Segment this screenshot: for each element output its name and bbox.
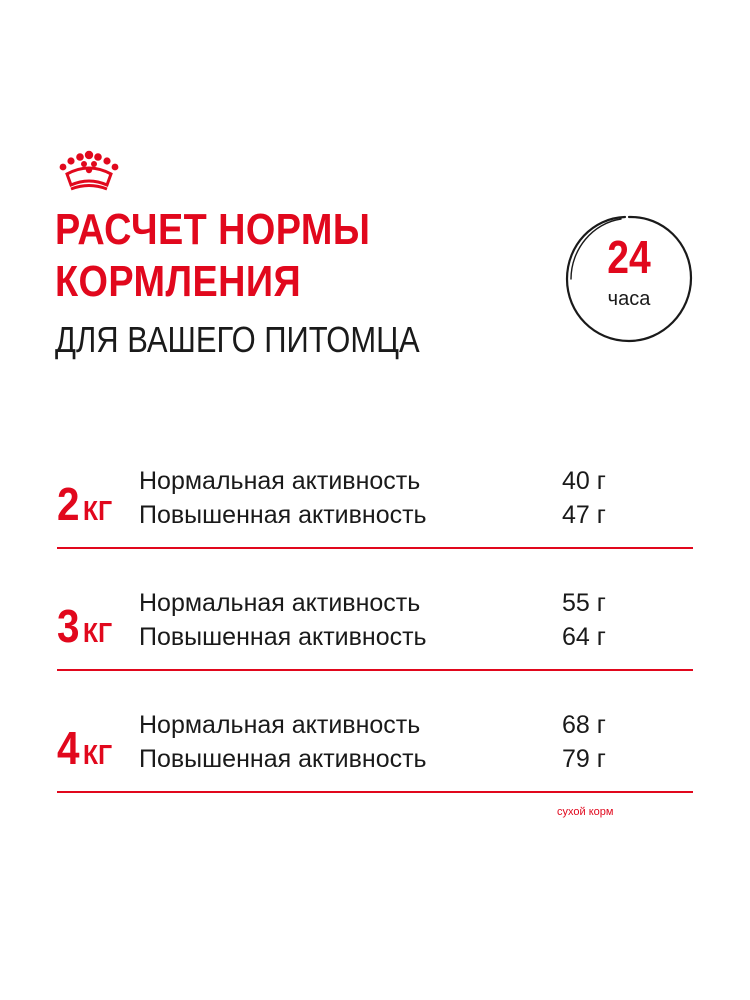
title-line-1: РАСЧЕТ НОРМЫ [55,205,371,254]
weight-label [57,722,112,781]
weight-group-4kg [57,694,693,814]
divider [57,547,693,549]
activity-label-normal: Нормальная активность [139,467,421,495]
portion-value-normal: 68 г [562,711,606,739]
portion-value-high: 79 г [562,745,606,773]
weight-number: 3 [57,600,80,652]
hours-badge [563,213,695,345]
page-subtitle: ДЛЯ ВАШЕГО ПИТОМЦА [55,319,420,360]
weight-group-2kg [57,450,693,570]
portion-value-normal: 55 г [562,589,606,617]
divider [57,669,693,671]
weight-unit: КГ [83,739,113,770]
royal-canin-crown-icon [58,150,120,192]
footnote: сухой корм [557,806,614,818]
activity-label-high: Повышенная активность [139,623,427,651]
weight-number: 2 [57,478,80,530]
title-line-2: КОРМЛЕНИЯ [55,257,302,306]
activity-label-high: Повышенная активность [139,745,427,773]
activity-label-normal: Нормальная активность [139,711,421,739]
badge-unit: часа [607,288,651,310]
portion-value-high: 64 г [562,623,606,651]
divider [57,791,693,793]
badge-number: 24 [607,231,651,283]
weight-label [57,478,112,537]
weight-number: 4 [57,722,80,774]
activity-label-normal: Нормальная активность [139,589,421,617]
weight-label [57,600,112,659]
weight-unit: КГ [83,495,113,526]
portion-value-normal: 40 г [562,467,606,495]
activity-label-high: Повышенная активность [139,501,427,529]
weight-unit: КГ [83,617,113,648]
weight-group-3kg [57,572,693,692]
page-title [55,204,370,308]
portion-value-high: 47 г [562,501,606,529]
